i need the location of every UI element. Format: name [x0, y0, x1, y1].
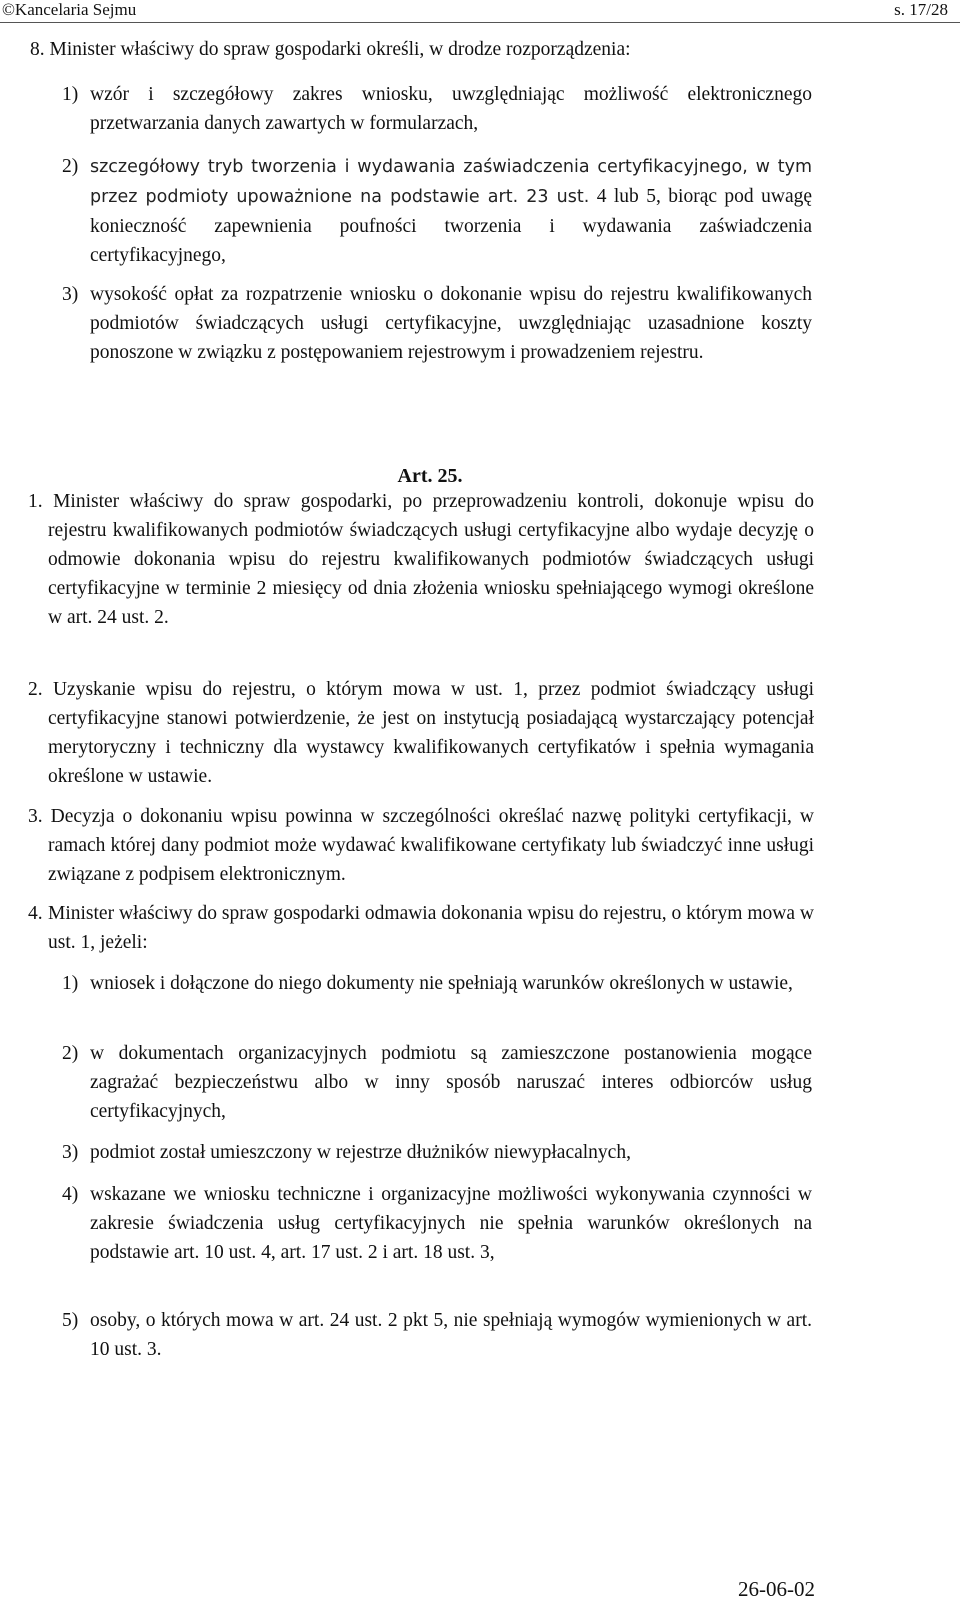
paragraph-4-item-2: [62, 1039, 812, 1126]
article-paragraph-1: 1. Minister właściwy do spraw gospodarki, po przeprowadzeniu kontroli, dokonuje wpisu do rejestru kwalifikowanych podmiotów świadczących usługi certyfikacyjne albo wydaje decyzję o odmowie dokonania wpisu do rejestru kwalifikowanych podmiotów świadczących usługi certyfikacyjne w terminie 2 miesięcy od dnia złożenia wniosku spełniającego wymogi określone w art. 24 ust. 2.: [28, 491, 814, 628]
article-paragraph-4: [28, 899, 814, 957]
section-8-item-2: [62, 152, 812, 270]
paragraph-4-item-1: [62, 969, 812, 998]
item-text: osoby, o których mowa w art. 24 ust. 2 pkt 5, nie spełniają wymogów wymienionych w art. 10 ust. 3.: [90, 1310, 812, 1360]
item-text-sans: szczegółowy tryb tworzenia i wydawania zaświadczenia certyfikacyjnego, w tym przez podmioty upoważnione na podstawie art. 23 ust.: [90, 157, 812, 207]
item-text: 4 lub 5, biorąc pod uwagę konieczność zapewnienia poufności tworzenia i wydawania zaświadczenia certyfikacyjnego,: [90, 186, 813, 266]
item-text: wniosek i dołączone do niego dokumenty nie spełniają warunków określonych w ustawie,: [90, 973, 793, 994]
paragraph-text: Minister właściwy do spraw gospodarki odmawia dokonania wpisu do rejestru, o którym mowa w ust. 1, jeżeli:: [48, 903, 814, 953]
item-text: podmiot został umieszczony w rejestrze dłużników niewypłacalnych,: [90, 1142, 631, 1163]
header-source: ©Kancelaria Sejmu: [2, 0, 137, 19]
article-title-text: Art. 25.: [397, 465, 463, 487]
header-rule: [0, 22, 960, 23]
item-number: 2): [62, 1043, 79, 1064]
paragraph-number: 4.: [28, 903, 43, 924]
paragraph-4-item-5: [62, 1306, 812, 1364]
section-8-intro: 8. Minister właściwy do spraw gospodarki określi, w drodze rozporządzenia:: [30, 39, 631, 60]
item-number: 3): [62, 284, 79, 305]
item-number: 5): [62, 1310, 79, 1331]
section-8-item-1: [62, 80, 812, 138]
header-page-number: s. 17/28: [894, 0, 948, 19]
item-text: wskazane we wniosku techniczne i organizacyjne możliwości wykonywania czynności w zakresie świadczenia usług certyfikacyjnych nie spełnia warunków określonych na podstawie art. 10 ust. 4, art. 17 ust. 2 i art. 18 ust. 3,: [90, 1184, 812, 1263]
footer-date: 26-06-02: [738, 1577, 815, 1601]
item-number: 3): [62, 1142, 79, 1163]
page-header: [0, 0, 960, 22]
item-number: 1): [62, 973, 79, 994]
item-number: 1): [62, 84, 79, 105]
article-paragraph-2: 2. Uzyskanie wpisu do rejestru, o którym mowa w ust. 1, przez podmiot świadczący usługi certyfikacyjne stanowi potwierdzenie, że jest on instytucją posiadającą wystarczający potencjał merytoryczny i techniczny dla wystawcy kwalifikowanych certyfikatów i spełnia wymagania określone w ustawie.: [28, 679, 814, 787]
item-text: wysokość opłat za rozpatrzenie wniosku o dokonanie wpisu do rejestru kwalifikowanych podmiotów świadczących usługi certyfikacyjne, uwzględniając uzasadnione koszty ponoszone w związku z postępowaniem rejestrowym i prowadzeniem rejestru.: [90, 284, 812, 363]
paragraph-4-item-3: [62, 1138, 812, 1167]
paragraph-4-item-4: [62, 1180, 812, 1267]
article-paragraph-3: 3. Decyzja o dokonaniu wpisu powinna w szczególności określać nazwę polityki certyfikacji, w ramach której dany podmiot może wydawać kwalifikowane certyfikaty lub świadczyć inne usługi związane z podpisem elektronicznym.: [28, 806, 814, 885]
item-text: wzór i szczegółowy zakres wniosku, uwzględniając możliwość elektronicznego przetwarzania danych zawartych w formularzach,: [90, 84, 812, 134]
item-text: w dokumentach organizacyjnych podmiotu są zamieszczone postanowienia mogące zagrażać bezpieczeństwu albo w inny sposób naruszać interes odbiorców usług certyfikacyjnych,: [90, 1043, 812, 1122]
section-8-item-3: [62, 280, 812, 367]
item-number: 2): [62, 156, 79, 177]
item-number: 4): [62, 1184, 79, 1205]
